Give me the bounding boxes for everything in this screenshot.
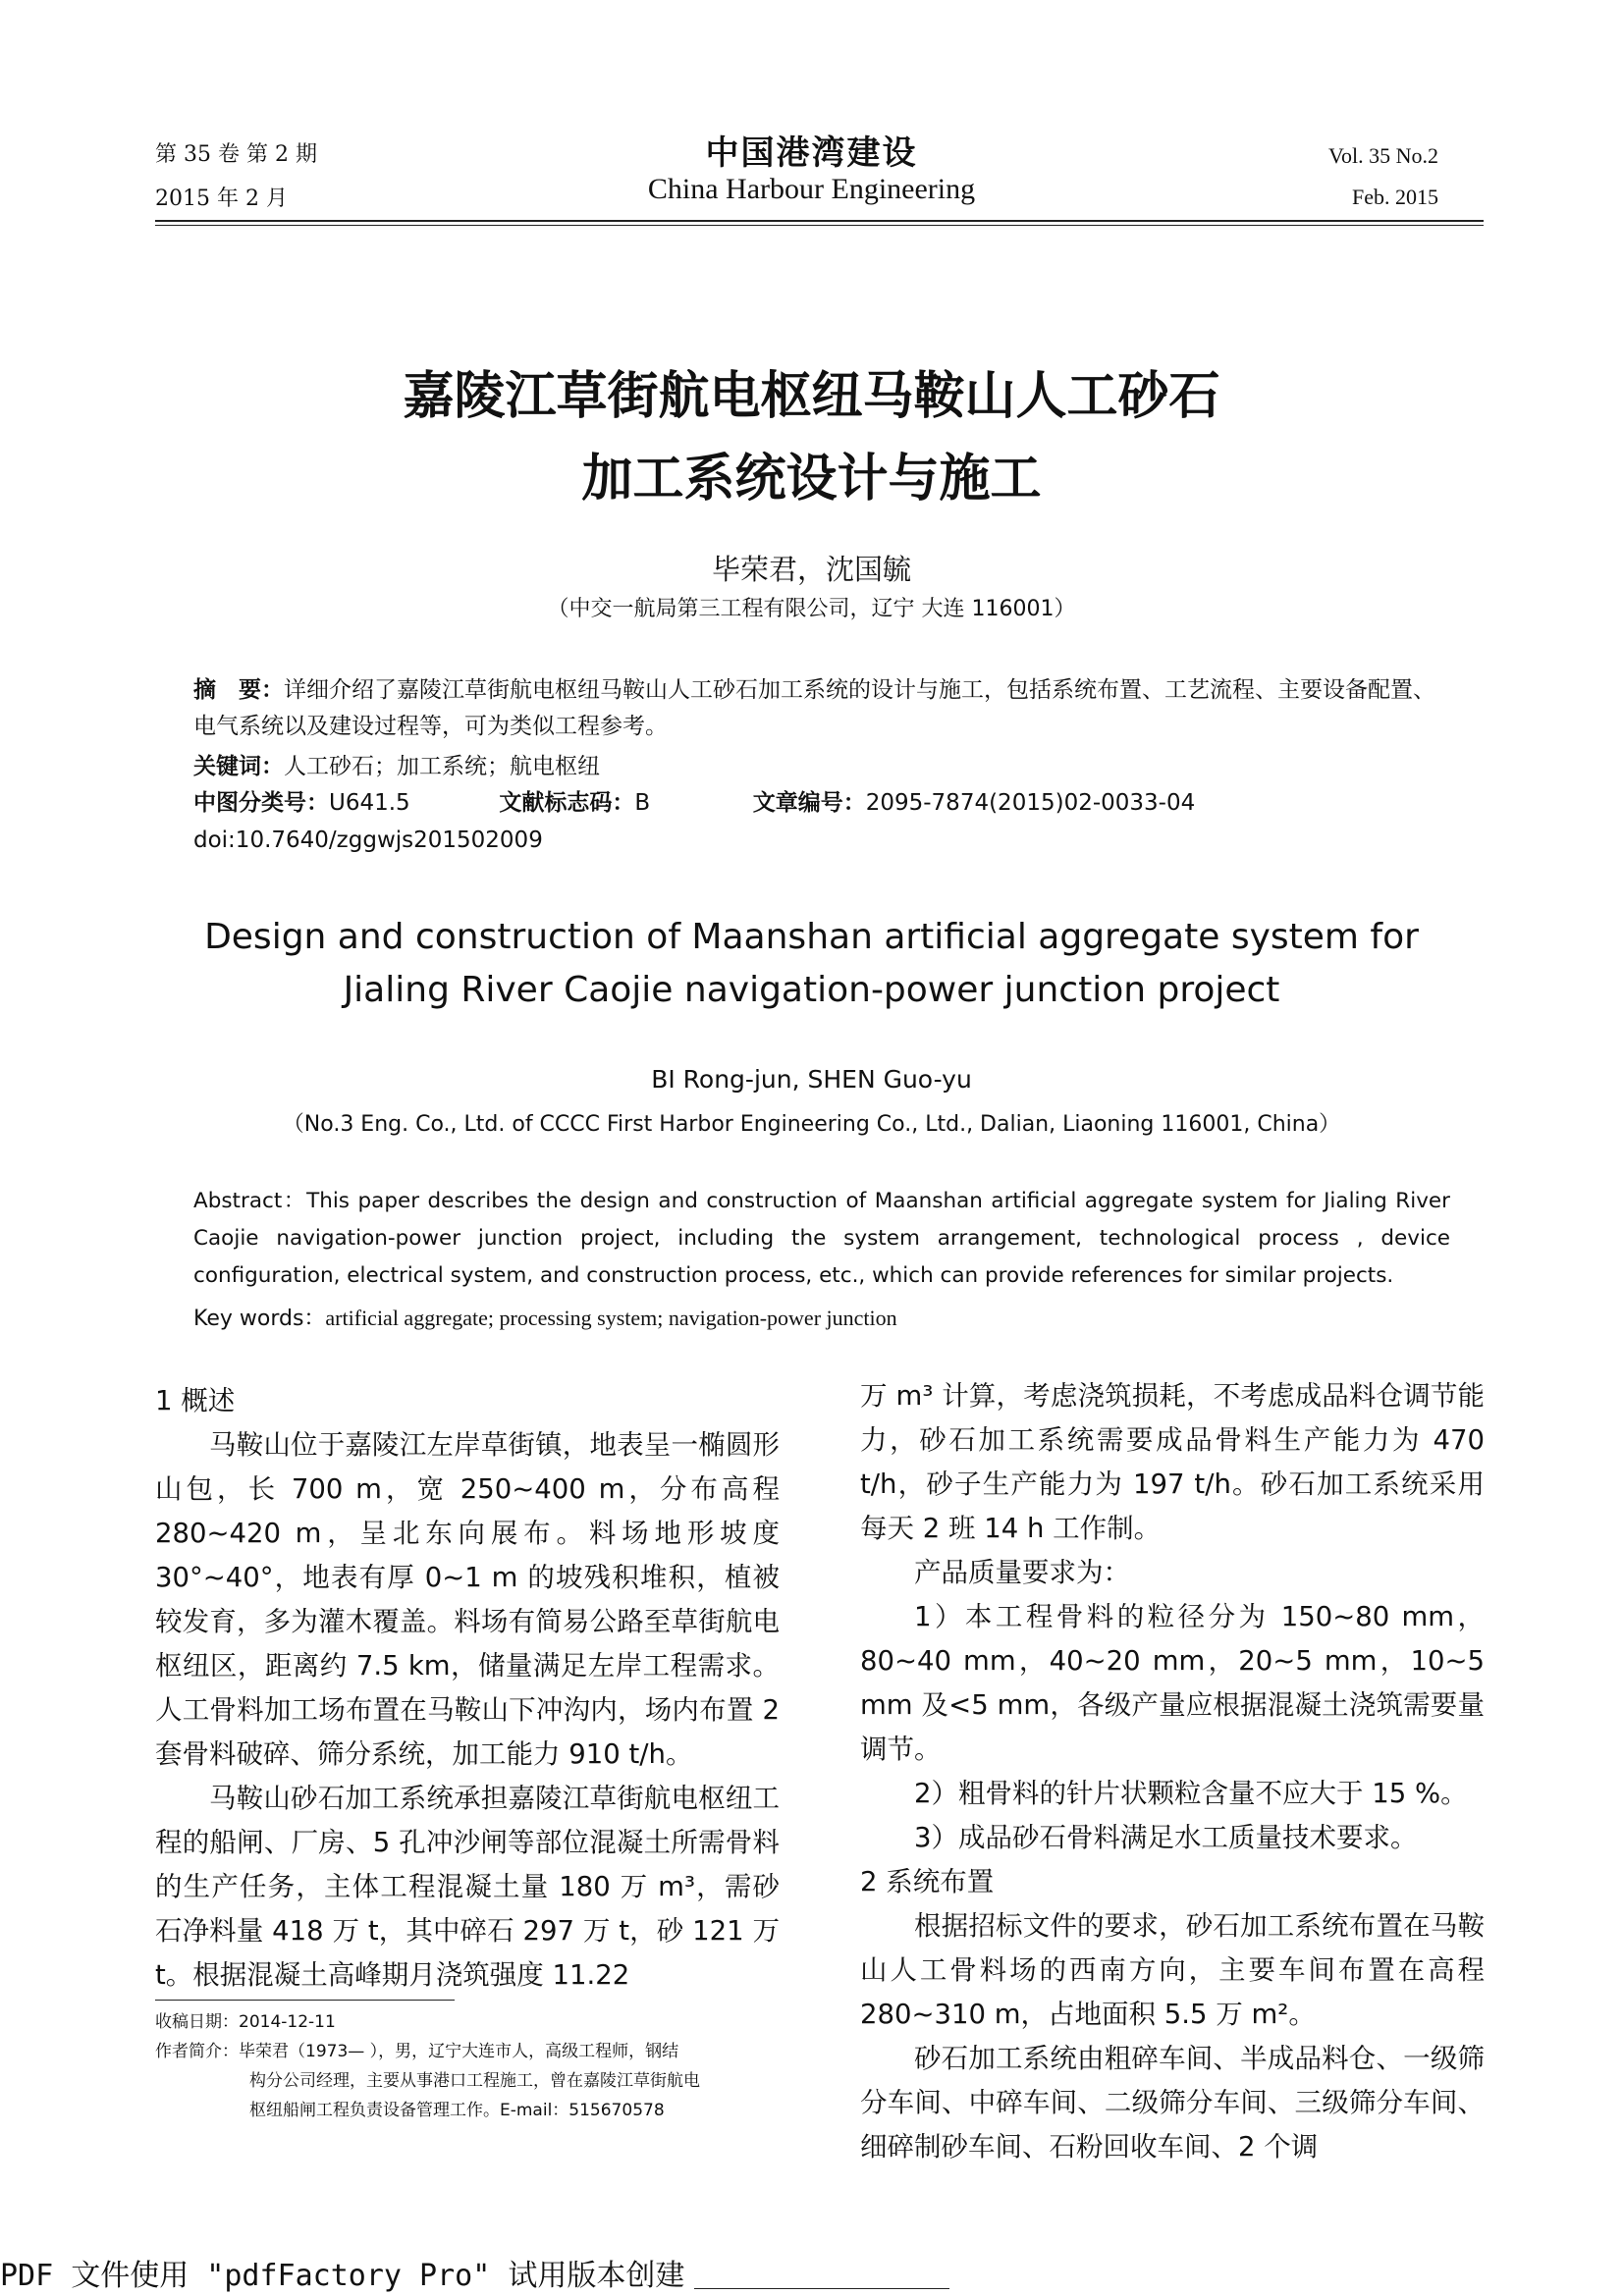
section-1-heading: 1 概述 [155,1385,236,1416]
article-title-cn [0,355,1623,520]
keywords-en-label: Key words： [193,1307,326,1331]
keywords-cn-text: 人工砂石；加工系统；航电枢纽 [284,754,600,779]
pdf-footer [0,2251,949,2294]
affiliation-cn: （中交一航局第三工程有限公司，辽宁 大连 116001） [547,597,1076,621]
requirement-1: 1）本工程骨料的粒径分为 150~80 mm，80~40 mm，40~20 mm，20~5 mm，10~5 mm 及<5 mm，各级产量应根据混凝土浇筑需要量调节。 [860,1601,1485,1765]
pdf-footer-underline [694,2288,949,2289]
requirement-2: 2）粗骨料的针片状颗粒含量不应大于 15 %。 [914,1778,1468,1809]
keywords-en [193,1302,1450,1332]
footnote-rule [155,2000,455,2001]
abstract-en [193,1183,1450,1295]
keywords-cn [193,749,1450,785]
abstract-en-text: This paper describes the design and construction of Maanshan artificial aggregate system for Jialing River Caojie navigation-power junction project, including the system arrangement, technological process , device configuration, electrical system, and construction process, etc., which can provide references for similar projects. [193,1189,1450,1288]
paragraph-3: 根据招标文件的要求，砂石加工系统布置在马鞍山人工骨料场的西南方向，主要车间布置在高程 280~310 m，占地面积 5.5 万 m²。 [860,1910,1485,2030]
title-en-line-1: Design and construction of Maanshan artificial aggregate system for [204,917,1419,957]
article-no-label: 文章编号： [752,790,866,816]
doc-code-value: B [634,790,651,816]
pdf-footer-text: PDF 文件使用 "pdfFactory Pro" 试用版本创建 [0,2259,685,2293]
volume-en: Vol. 35 No.2 [1327,143,1438,168]
authors-en: BI Rong-jun, SHEN Guo-yu [651,1065,972,1094]
paragraph-4: 砂石加工系统由粗碎车间、半成品料仓、一级筛分车间、中碎车间、二级筛分车间、三级筛分车间、细碎制砂车间、石粉回收车间、2 个调 [860,2043,1485,2163]
article-no-value: 2095-7874(2015)02-0033-04 [865,790,1196,816]
paragraph-1: 马鞍山位于嘉陵江左岸草街镇，地表呈一椭圆形山包，长 700 m，宽 250~400 m，分布高程 280~420 m，呈北东向展布。料场地形坡度 30°~40°，地表有厚 0~1 m 的坡残积堆积，植被较发育，多为灌木覆盖。料场有简易公路至草街航电枢纽区，距离约 7.5 km，储量满足左岸工程需求。人工骨料加工场布置在马鞍山下冲沟内，场内布置 2 套骨料破碎、筛分系统，加工能力 910 t/h。 [155,1429,780,1770]
footnote [155,2007,780,2125]
date-en: Feb. 2015 [1352,185,1438,209]
keywords-en-text: artificial aggregate; processing system; navigation-power junction [325,1306,897,1330]
header-rule-bottom [155,225,1484,226]
author-bio-line-1: 毕荣君（1973— ），男，辽宁大连市人，高级工程师，钢结 [239,2042,679,2061]
title-en-line-2: Jialing River Caojie navigation-power junction project [343,970,1280,1010]
paragraph-2: 马鞍山砂石加工系统承担嘉陵江草街航电枢纽工程的船闸、厂房、5 孔冲沙闸等部位混凝土所需骨料的生产任务，主体工程混凝土量 180 万 m³，需砂石净料量 418 万 t，其中碎石 297 万 t，砂 121 万 t。根据混凝土高峰期月浇筑强度 11.22 [155,1783,780,1991]
doi: doi:10.7640/zggwjs201502009 [193,828,543,853]
author-bio-line-3: 枢纽船闸工程负责设备管理工作。E-mail：515670578 [249,2101,665,2120]
section-2-heading: 2 系统布置 [860,1866,995,1897]
clc-value: U641.5 [329,790,410,816]
requirement-3: 3）成品砂石骨料满足水工质量技术要求。 [914,1822,1418,1853]
author-bio [155,2037,780,2066]
abstract-cn [193,672,1450,745]
body-column-right [860,1374,1485,2169]
date-cn: 2015 年 2 月 [155,187,288,211]
author-bio-line-2: 构分公司经理，主要从事港口工程施工，曾在嘉陵江草街航电 [249,2071,700,2091]
keywords-cn-label: 关键词： [193,754,284,779]
abstract-cn-label: 摘 要： [193,677,284,703]
abstract-en-label: Abstract： [193,1189,307,1213]
title-line-2: 加工系统设计与施工 [581,449,1042,508]
paragraph-2-continued: 万 m³ 计算，考虑浇筑损耗，不考虑成品料仓调节能力，砂石加工系统需要成品骨料生产能力为 470 t/h，砂子生产能力为 197 t/h。砂石加工系统采用每天 2 班 14 h 工作制。 [860,1380,1485,1544]
authors-cn: 毕荣君，沈国毓 [711,553,911,586]
clc-label: 中图分类号： [193,790,329,816]
header-rule-top [155,220,1484,222]
title-line-1: 嘉陵江草街航电枢纽马鞍山人工砂石 [403,366,1220,426]
abstract-cn-text: 详细介绍了嘉陵江草街航电枢纽马鞍山人工砂石加工系统的设计与施工，包括系统布置、工艺流程、主要设备配置、电气系统以及建设过程等，可为类似工程参考。 [193,677,1435,739]
article-title-en [0,911,1623,1017]
volume-cn: 第 35 卷 第 2 期 [155,142,317,167]
journal-name-cn: 中国港湾建设 [705,133,918,173]
journal-name-en: China Harbour Engineering [647,173,976,205]
doc-code-label: 文献标志码： [499,790,635,816]
classification-row [193,785,1450,822]
author-bio-label: 作者简介： [155,2042,239,2061]
received-date: 收稿日期：2014-12-11 [155,2012,336,2032]
affiliation-en: （No.3 Eng. Co., Ltd. of CCCC First Harbor Engineering Co., Ltd., Dalian, Liaoning 116001, China） [282,1112,1341,1137]
quality-intro: 产品质量要求为： [914,1557,1130,1588]
body-column-left [155,1379,780,1998]
